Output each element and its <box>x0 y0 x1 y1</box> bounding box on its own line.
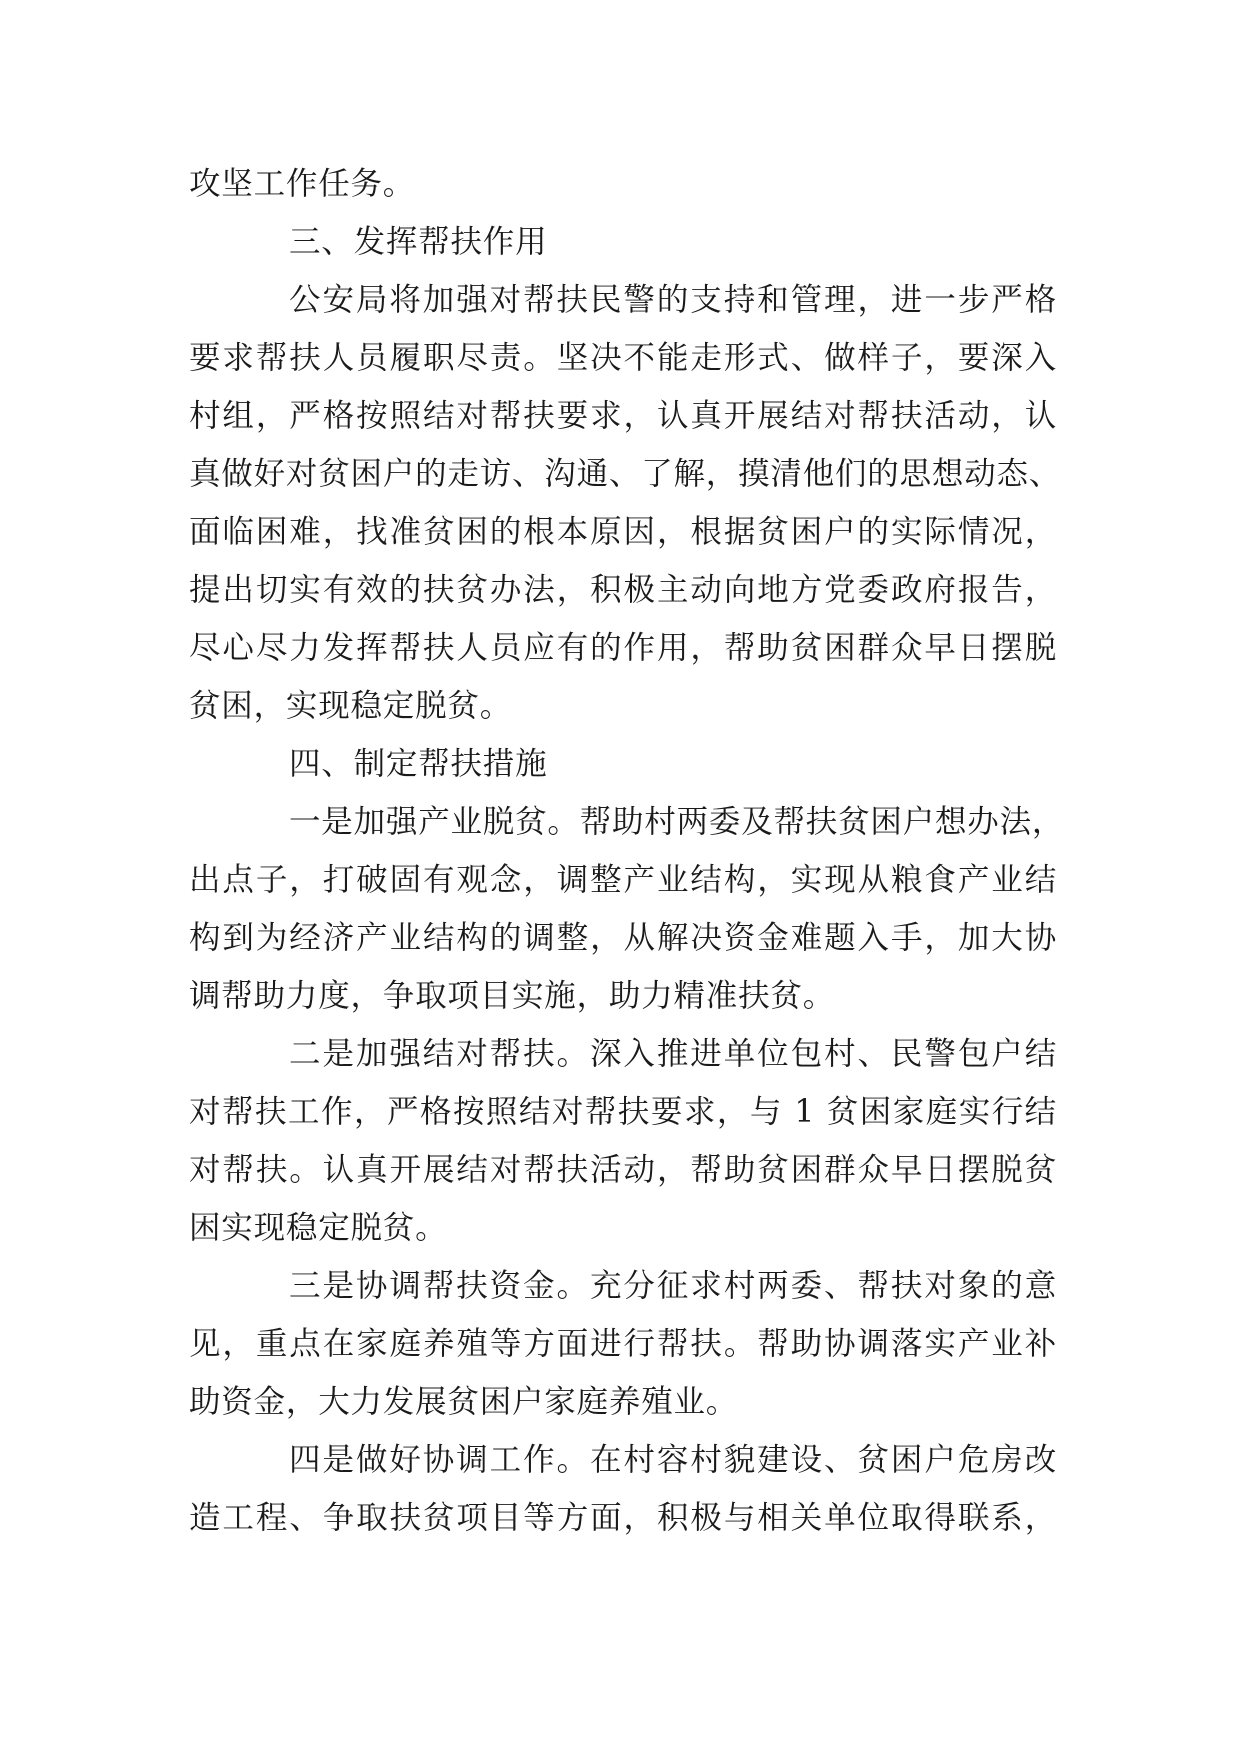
text-line: 村组，严格按照结对帮扶要求，认真开展结对帮扶活动，认 <box>189 398 1057 434</box>
text-line: 提出切实有效的扶贫办法，积极主动向地方党委政府报告， <box>189 572 1057 608</box>
text-line: 调帮助力度，争取项目实施，助力精准扶贫。 <box>189 978 836 1014</box>
text-line: 二是加强结对帮扶。深入推进单位包村、民警包户结 <box>289 1036 1057 1072</box>
text-line: 真做好对贫困户的走访、沟通、了解，摸清他们的思想动态、 <box>189 456 1062 492</box>
section-heading: 四、制定帮扶措施 <box>289 746 548 782</box>
text-line: 困实现稳定脱贫。 <box>189 1210 448 1246</box>
text-line: 助资金，大力发展贫困户家庭养殖业。 <box>189 1384 739 1420</box>
document-body <box>189 155 1065 1547</box>
text-line: 尽心尽力发挥帮扶人员应有的作用，帮助贫困群众早日摆脱 <box>189 630 1057 666</box>
text-line: 对帮扶。认真开展结对帮扶活动，帮助贫困群众早日摆脱贫 <box>189 1152 1057 1188</box>
text-line: 四是做好协调工作。在村容村貌建设、贫困户危房改 <box>289 1442 1057 1478</box>
text-line: 造工程、争取扶贫项目等方面，积极与相关单位取得联系， <box>189 1500 1057 1536</box>
section-heading: 三、发挥帮扶作用 <box>289 224 548 260</box>
text-line: 要求帮扶人员履职尽责。坚决不能走形式、做样子，要深入 <box>189 340 1057 376</box>
text-line: 出点子，打破固有观念，调整产业结构，实现从粮食产业结 <box>189 862 1057 898</box>
text-line: 贫困，实现稳定脱贫。 <box>189 688 513 724</box>
text-line: 对帮扶工作，严格按照结对帮扶要求，与 1 贫困家庭实行结 <box>189 1094 1057 1130</box>
text-line: 构到为经济产业结构的调整，从解决资金难题入手，加大协 <box>189 920 1057 956</box>
text-line: 见，重点在家庭养殖等方面进行帮扶。帮助协调落实产业补 <box>189 1326 1057 1362</box>
text-line: 攻坚工作任务。 <box>189 166 416 202</box>
text-line: 三是协调帮扶资金。充分征求村两委、帮扶对象的意 <box>289 1268 1057 1304</box>
text-line: 一是加强产业脱贫。帮助村两委及帮扶贫困户想办法， <box>289 804 1065 840</box>
text-line: 面临困难，找准贫困的根本原因，根据贫困户的实际情况， <box>189 514 1057 550</box>
text-line: 公安局将加强对帮扶民警的支持和管理，进一步严格 <box>289 282 1057 318</box>
